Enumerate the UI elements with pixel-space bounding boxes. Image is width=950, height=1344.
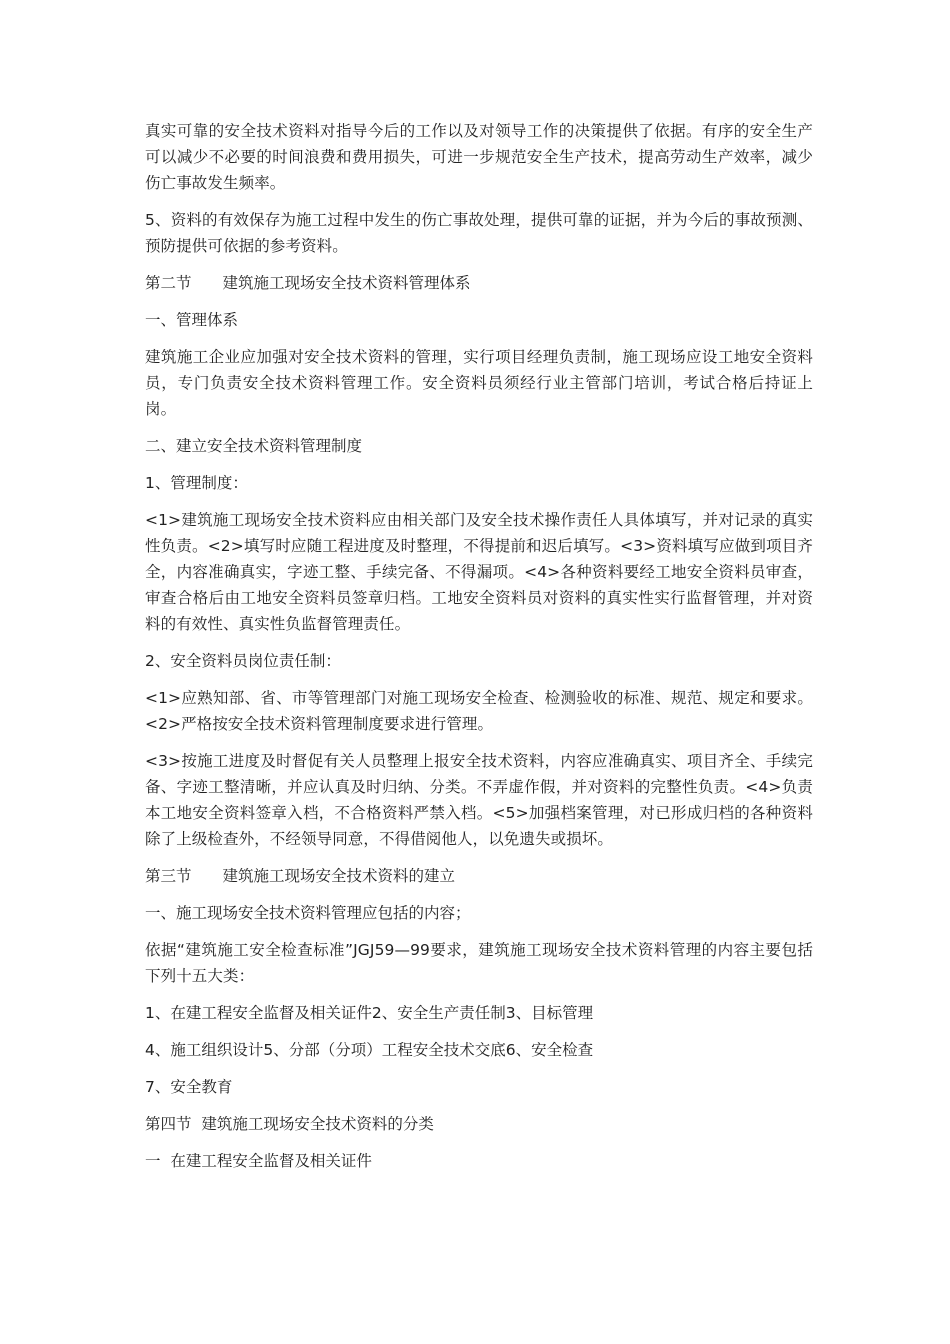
section-heading-2: 第二节 建筑施工现场安全技术资料管理体系: [145, 274, 471, 292]
list-line-1: 1、在建工程安全监督及相关证件2、安全生产责任制3、目标管理: [145, 1004, 594, 1022]
subheading-rules-2: 2、安全资料员岗位责任制：: [145, 652, 341, 670]
paragraph-rules-2a: <1>应熟知部、省、市等管理部门对施工现场安全检查、检测验收的标准、规范、规定和要求。<2>严格按安全技术资料管理制度要求进行管理。: [145, 689, 813, 733]
document-page: [145, 118, 813, 1185]
paragraph-management-system: 建筑施工企业应加强对安全技术资料的管理，实行项目经理负责制，施工现场应设工地安全资料员，专门负责安全技术资料管理工作。安全资料员须经行业主管部门培训，考试合格后持证上岗。: [145, 348, 813, 418]
section-heading-4: 第四节 建筑施工现场安全技术资料的分类: [145, 1115, 434, 1133]
subheading-management-rules: 二、建立安全技术资料管理制度: [145, 437, 363, 455]
subheading-category-1: 一 在建工程安全监督及相关证件: [145, 1152, 372, 1170]
section-heading-3: 第三节 建筑施工现场安全技术资料的建立: [145, 867, 456, 885]
list-line-3: 7、安全教育: [145, 1078, 233, 1096]
paragraph-rules-1: <1>建筑施工现场安全技术资料应由相关部门及安全技术操作责任人具体填写，并对记录的真实性负责。<2>填写时应随工程进度及时整理，不得提前和迟后填写。<3>资料填写应做到项目齐全，内容准确真实，字迹工整、手续完备、不得漏项。<4>各种资料要经工地安全资料员审查，审查合格后由工地安全资料员签章归档。工地安全资料员对资料的真实性实行监督管理，并对资料的有效性、真实性负监督管理责任。: [145, 511, 813, 633]
list-line-2: 4、施工组织设计5、分部（分项）工程安全技术交底6、安全检查: [145, 1041, 594, 1059]
paragraph-item-5: 5、资料的有效保存为施工过程中发生的伤亡事故处理，提供可靠的证据，并为今后的事故预测、预防提供可依据的参考资料。: [145, 211, 813, 255]
subheading-management-system: 一、管理体系: [145, 311, 239, 329]
paragraph-rules-2b: <3>按施工进度及时督促有关人员整理上报安全技术资料，内容应准确真实、项目齐全、手续完备、字迹工整清晰，并应认真及时归纳、分类。不弄虚作假，并对资料的完整性负责。<4>负责本工地安全资料签章入档，不合格资料严禁入档。<5>加强档案管理，对已形成归档的各种资料除了上级检查外，不经领导同意，不得借阅他人，以免遗失或损坏。: [145, 752, 813, 848]
subheading-rules-1: 1、管理制度：: [145, 474, 248, 492]
paragraph-intro: 真实可靠的安全技术资料对指导今后的工作以及对领导工作的决策提供了依据。有序的安全生产可以减少不必要的时间浪费和费用损失，可进一步规范安全生产技术，提高劳动生产效率，减少伤亡事故发生频率。: [145, 122, 813, 192]
paragraph-standard: 依据“建筑施工安全检查标准”JGJ59—99要求，建筑施工现场安全技术资料管理的内容主要包括下列十五大类：: [145, 941, 813, 985]
subheading-contents: 一、施工现场安全技术资料管理应包括的内容；: [145, 904, 471, 922]
